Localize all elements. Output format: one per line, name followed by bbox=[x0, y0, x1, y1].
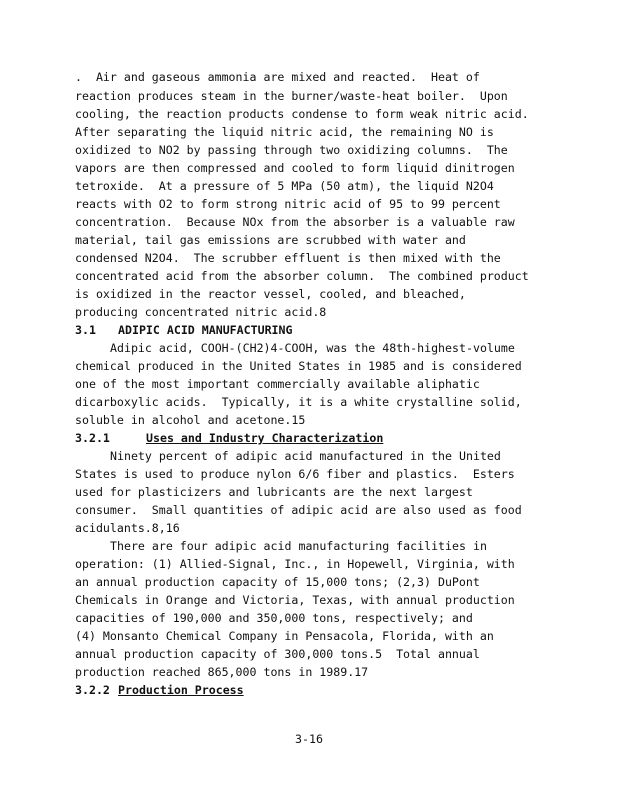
paragraph-1-line: tetroxide. At a pressure of 5 MPa (50 atm), the liquid N2O4 bbox=[75, 179, 494, 193]
paragraph-2-line: one of the most important commercially available aliphatic bbox=[75, 377, 480, 391]
paragraph-1-line: oxidized to NO2 by passing through two oxidizing columns. The bbox=[75, 143, 508, 157]
paragraph-1-line: concentrated acid from the absorber column. The combined product bbox=[75, 269, 529, 283]
section-number: 3.1 bbox=[75, 323, 96, 337]
paragraph-2-line: dicarboxylic acids. Typically, it is a white crystalline solid, bbox=[75, 395, 522, 409]
paragraph-3-line: acidulants.8,16 bbox=[75, 521, 180, 535]
paragraph-1-line: cooling, the reaction products condense to form weak nitric acid. bbox=[75, 107, 529, 121]
paragraph-4-line: annual production capacity of 300,000 tons.5 Total annual bbox=[75, 647, 480, 661]
section-heading: ADIPIC ACID MANUFACTURING bbox=[118, 323, 293, 337]
subsection-number: 3.2.2 bbox=[75, 683, 110, 697]
paragraph-3-line: consumer. Small quantities of adipic acid are also used as food bbox=[75, 503, 522, 517]
paragraph-4-line: operation: (1) Allied-Signal, Inc., in Hopewell, Virginia, with bbox=[75, 557, 515, 571]
paragraph-3-line: used for plasticizers and lubricants are the next largest bbox=[75, 485, 473, 499]
paragraph-4-line: There are four adipic acid manufacturing facilities in bbox=[110, 539, 487, 553]
paragraph-4-line: Chemicals in Orange and Victoria, Texas, with annual production bbox=[75, 593, 515, 607]
paragraph-2-line: chemical produced in the United States in 1985 and is considered bbox=[75, 359, 522, 373]
paragraph-1-line: producing concentrated nitric acid.8 bbox=[75, 305, 327, 319]
paragraph-1-line: After separating the liquid nitric acid, the remaining NO is bbox=[75, 125, 494, 139]
paragraph-2-line: Adipic acid, COOH-(CH2)4-COOH, was the 48th-highest-volume bbox=[110, 341, 515, 355]
page-number: 3-16 bbox=[295, 732, 323, 746]
paragraph-1-line: material, tail gas emissions are scrubbed with water and bbox=[75, 233, 466, 247]
subsection-heading: Production Process bbox=[118, 683, 244, 697]
paragraph-1-line: . Air and gaseous ammonia are mixed and reacted. Heat of bbox=[75, 70, 480, 84]
paragraph-1-line: reaction produces steam in the burner/waste-heat boiler. Upon bbox=[75, 89, 508, 103]
paragraph-1-line: is oxidized in the reactor vessel, cooled, and bleached, bbox=[75, 287, 466, 301]
paragraph-3-line: Ninety percent of adipic acid manufactured in the United bbox=[110, 449, 501, 463]
paragraph-1-line: concentration. Because NOx from the absorber is a valuable raw bbox=[75, 215, 515, 229]
paragraph-3-line: States is used to produce nylon 6/6 fiber and plastics. Esters bbox=[75, 467, 515, 481]
paragraph-4-line: (4) Monsanto Chemical Company in Pensacola, Florida, with an bbox=[75, 629, 494, 643]
paragraph-4-line: production reached 865,000 tons in 1989.17 bbox=[75, 665, 369, 679]
paragraph-1-line: vapors are then compressed and cooled to form liquid dinitrogen bbox=[75, 161, 515, 175]
paragraph-4-line: an annual production capacity of 15,000 tons; (2,3) DuPont bbox=[75, 575, 480, 589]
paragraph-1-line: reacts with O2 to form strong nitric acid of 95 to 99 percent bbox=[75, 197, 501, 211]
paragraph-2-line: soluble in alcohol and acetone.15 bbox=[75, 413, 306, 427]
paragraph-1-line: condensed N2O4. The scrubber effluent is then mixed with the bbox=[75, 251, 501, 265]
subsection-heading: Uses and Industry Characterization bbox=[146, 431, 384, 445]
subsection-number: 3.2.1 bbox=[75, 431, 110, 445]
paragraph-4-line: capacities of 190,000 and 350,000 tons, respectively; and bbox=[75, 611, 473, 625]
